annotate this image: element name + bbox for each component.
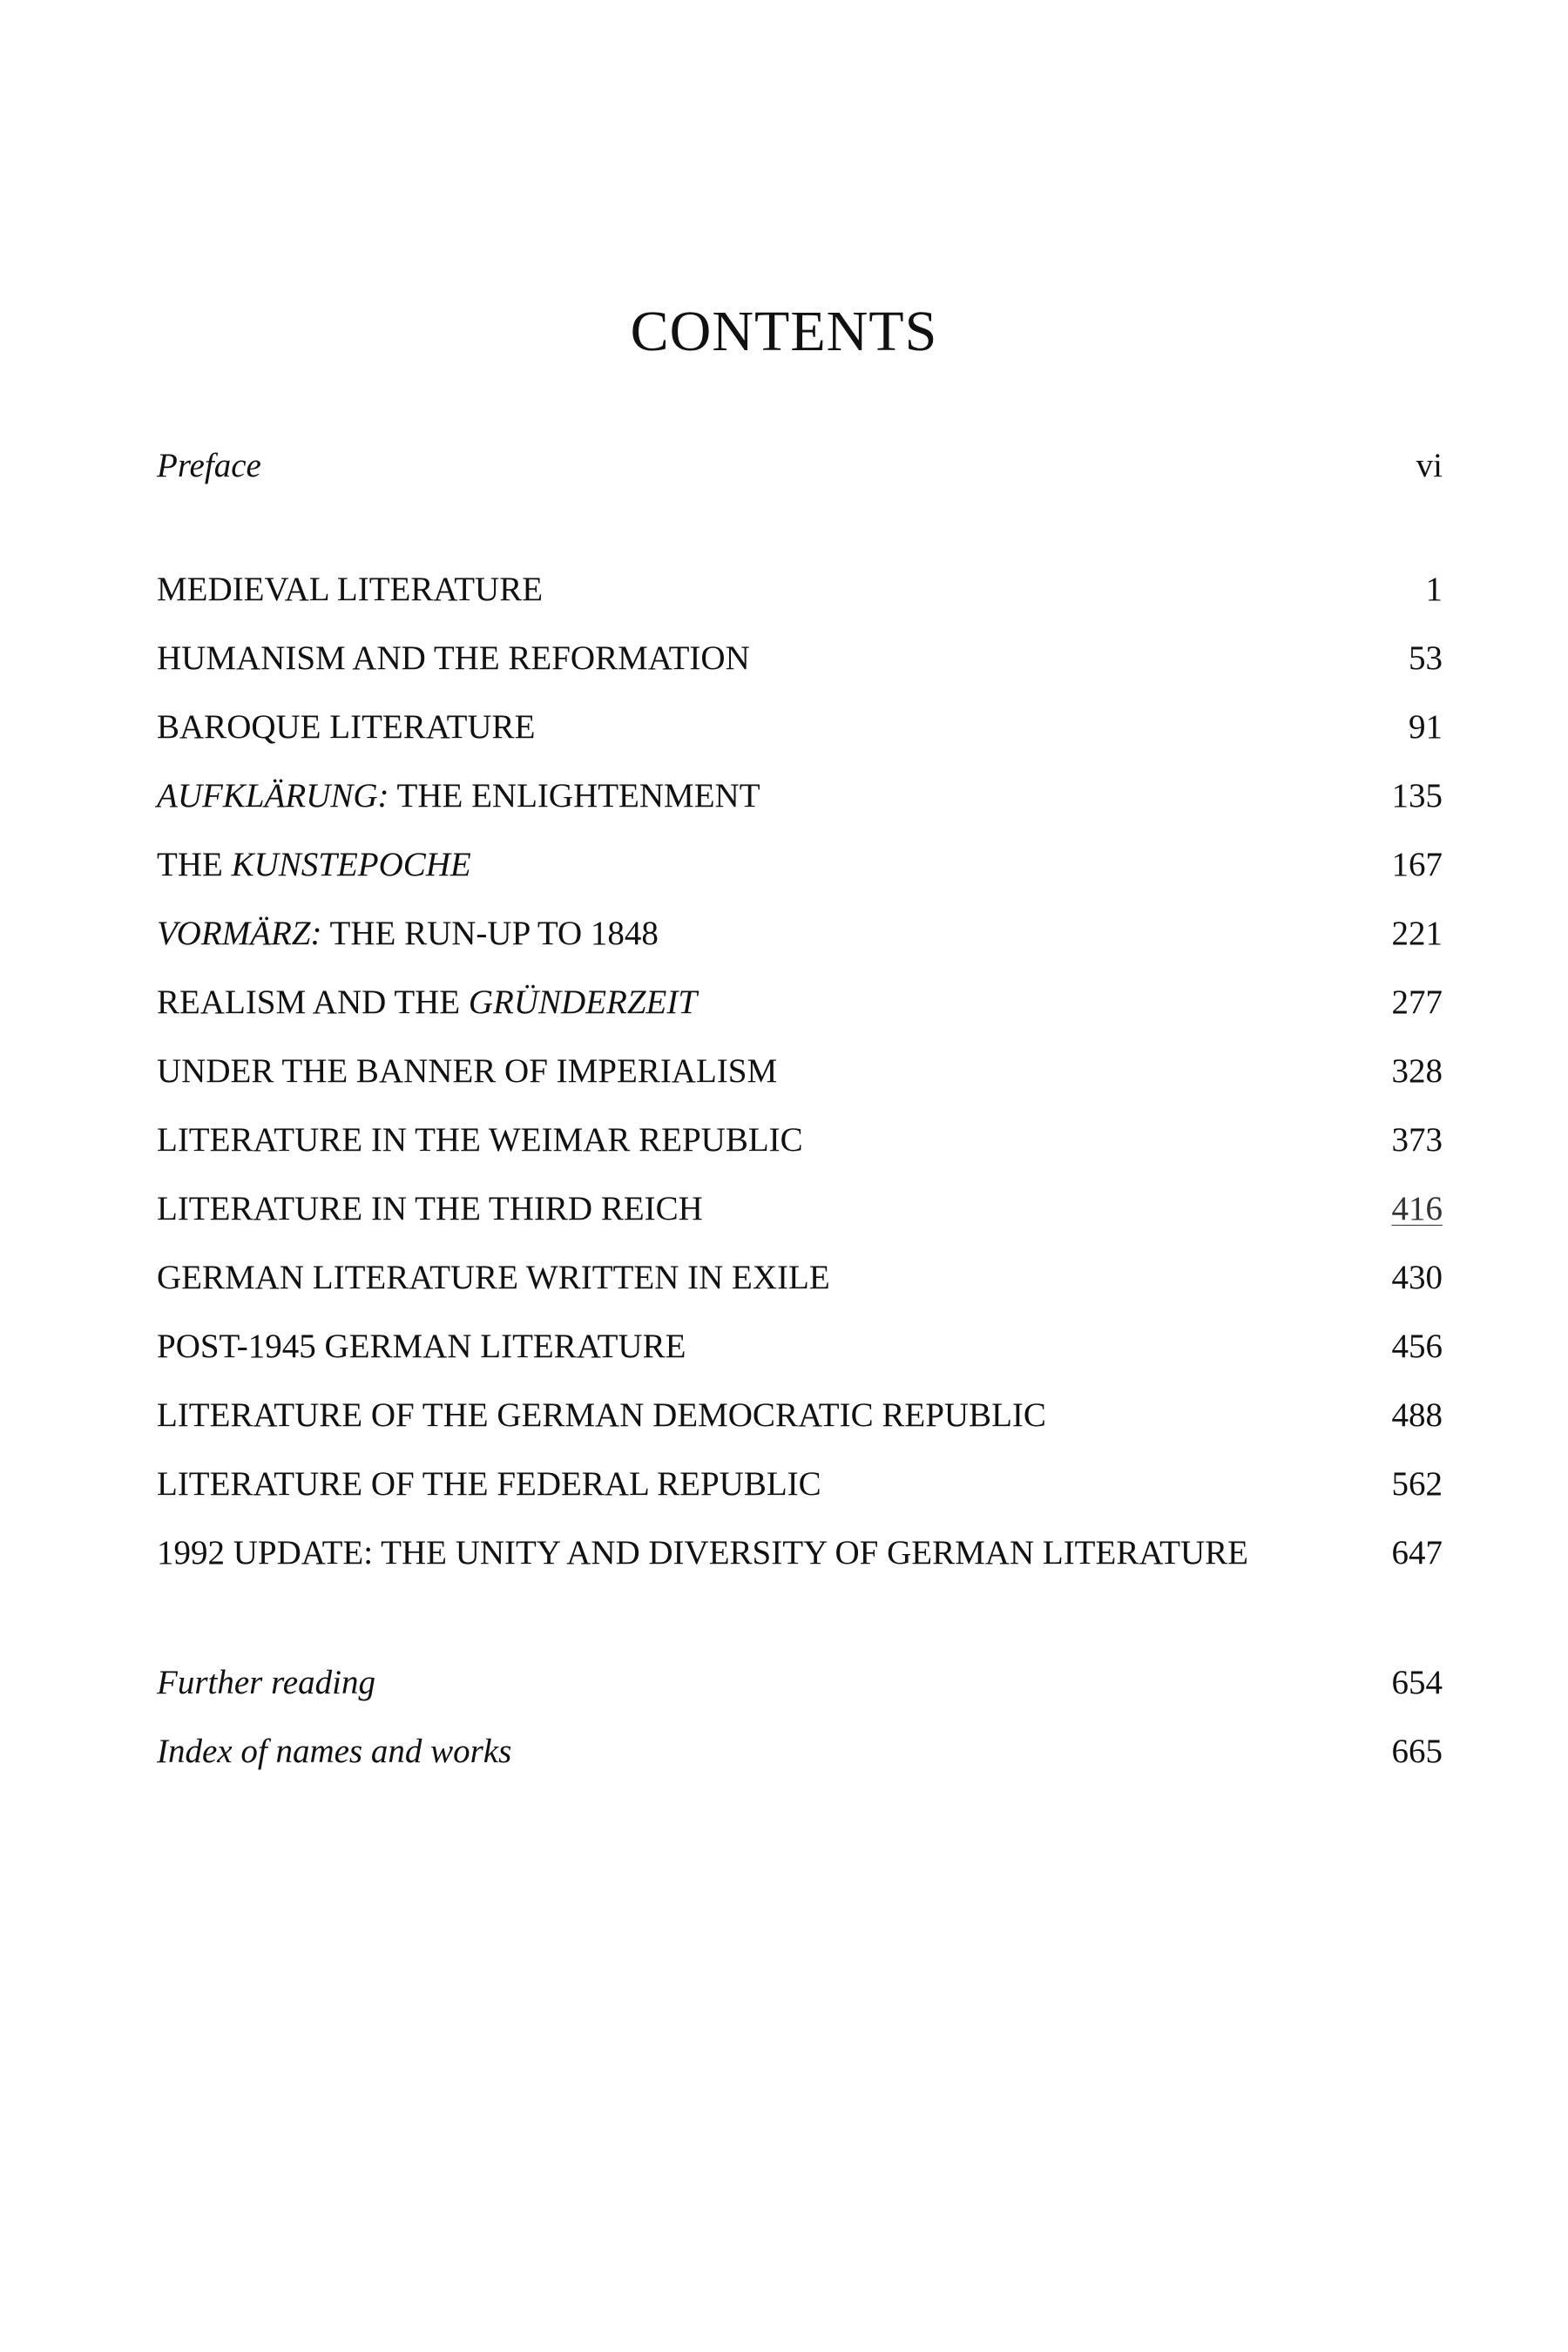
toc-entry[interactable] <box>157 779 1443 848</box>
toc-entry[interactable] <box>157 848 1443 916</box>
toc-entry-page: 328 <box>1391 1052 1443 1090</box>
toc-entry-label: 1992 UPDATE: THE UNITY AND DIVERSITY OF GERMAN LITERATURE <box>157 1534 1249 1571</box>
toc-entry-page: 135 <box>1391 777 1443 814</box>
toc-entry-label: VORMÄRZ: THE RUN-UP TO 1848 <box>157 915 659 952</box>
toc-entry-page: 1 <box>1425 571 1443 608</box>
toc-entry-page: 167 <box>1391 846 1443 883</box>
back-matter-list <box>157 1666 1443 1803</box>
toc-entry[interactable] <box>157 572 1443 641</box>
toc-entry-label: THE KUNSTEPOCHE <box>157 846 471 883</box>
toc-entry-label: Further reading <box>157 1664 375 1701</box>
toc-entry-label: LITERATURE IN THE WEIMAR REPUBLIC <box>157 1121 803 1159</box>
toc-entry-further-reading[interactable] <box>157 1666 1443 1734</box>
toc-entry[interactable] <box>157 1329 1443 1398</box>
page-title: CONTENTS <box>630 300 938 363</box>
toc-entry-label: MEDIEVAL LITERATURE <box>157 571 544 608</box>
toc-entry[interactable] <box>157 916 1443 985</box>
toc-entry-label: BAROQUE LITERATURE <box>157 708 536 746</box>
toc-entry-page: 665 <box>1391 1733 1443 1770</box>
toc-entry-page: 91 <box>1409 708 1443 746</box>
toc-entry-label: LITERATURE OF THE FEDERAL REPUBLIC <box>157 1465 821 1503</box>
toc-entry[interactable] <box>157 1536 1443 1605</box>
toc-entry[interactable] <box>157 1260 1443 1329</box>
toc-entry-label: LITERATURE OF THE GERMAN DEMOCRATIC REPUBLIC <box>157 1396 1046 1434</box>
toc-entry-page: 647 <box>1391 1534 1443 1571</box>
toc-entry-label: Preface <box>157 447 261 484</box>
preface-block <box>157 449 1443 517</box>
toc-entry-page: 562 <box>1391 1465 1443 1503</box>
toc-entry[interactable] <box>157 1467 1443 1536</box>
toc-entry[interactable] <box>157 985 1443 1054</box>
toc-entry-page: 654 <box>1391 1664 1443 1701</box>
toc-entry[interactable] <box>157 1054 1443 1123</box>
toc-entry[interactable] <box>157 1398 1443 1467</box>
toc-entry-label: HUMANISM AND THE REFORMATION <box>157 639 750 677</box>
toc-entry-page: 221 <box>1391 915 1443 952</box>
toc-entry-label: REALISM AND THE GRÜNDERZEIT <box>157 983 698 1021</box>
toc-entry[interactable] <box>157 641 1443 710</box>
toc-entry-preface[interactable] <box>157 449 1443 517</box>
toc-entry-label: AUFKLÄRUNG: THE ENLIGHTENMENT <box>157 777 760 814</box>
toc-entry-label: LITERATURE IN THE THIRD REICH <box>157 1190 703 1227</box>
toc-entry[interactable] <box>157 710 1443 779</box>
toc-entry[interactable] <box>157 1123 1443 1192</box>
toc-entry-page: 373 <box>1391 1121 1443 1159</box>
toc-entry-page: vi <box>1416 447 1443 484</box>
toc-entry[interactable] <box>157 1192 1443 1260</box>
toc-entry-page: 488 <box>1391 1396 1443 1434</box>
toc-entry-page: 53 <box>1409 639 1443 677</box>
toc-entry-label: Index of names and works <box>157 1733 512 1770</box>
chapters-list <box>157 572 1443 1605</box>
toc-entry-page-link[interactable]: 416 <box>1391 1190 1443 1227</box>
toc-entry-index[interactable] <box>157 1734 1443 1803</box>
toc-entry-page: 277 <box>1391 983 1443 1021</box>
toc-entry-page: 430 <box>1391 1259 1443 1296</box>
toc-entry-label: UNDER THE BANNER OF IMPERIALISM <box>157 1052 778 1090</box>
toc-entry-label: GERMAN LITERATURE WRITTEN IN EXILE <box>157 1259 830 1296</box>
toc-entry-label: POST-1945 GERMAN LITERATURE <box>157 1328 686 1365</box>
toc-entry-page: 456 <box>1391 1328 1443 1365</box>
